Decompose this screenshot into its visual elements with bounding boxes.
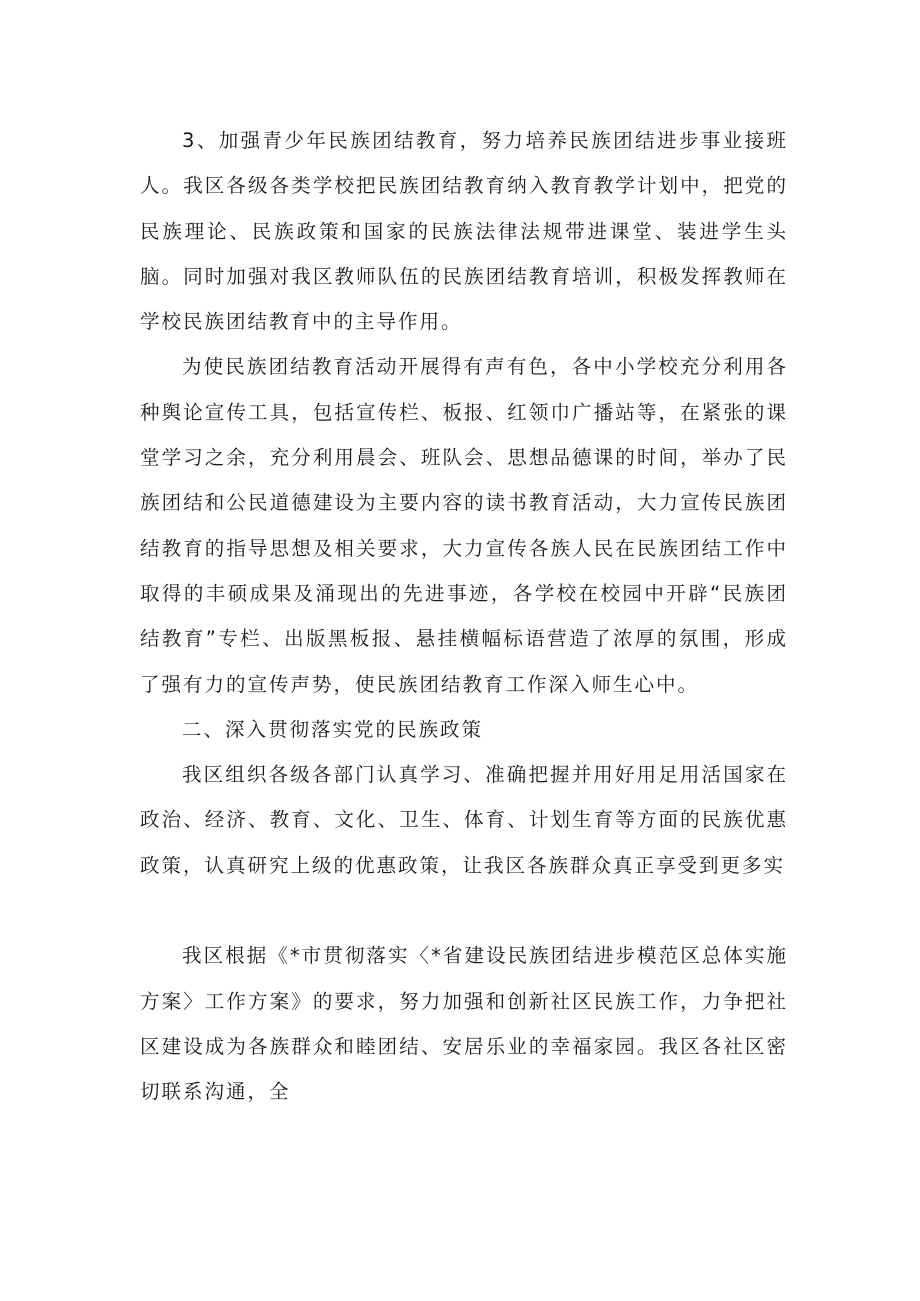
paragraph-youth-education: 3、加强青少年民族团结教育，努力培养民族团结进步事业接班人。我区各级各类学校把民族团结教育纳入教育教学计划中，把党的民族理论、民族政策和国家的民族法律法规带进课堂、装进学生头脑。同时加强对我区教师队伍的民族团结教育培训，积极发挥教师在学校民族团结教育中的主导作用。	[140, 129, 788, 334]
paragraph-publicity-activities: 为使民族团结教育活动开展得有声有色，各中小学校充分利用各种舆论宣传工具，包括宣传栏、板报、红领巾广播站等，在紧张的课堂学习之余，充分利用晨会、班队会、思想品德课的时间，举办了民族团结和公民道德建设为主要内容的读书教育活动，大力宣传民族团结教育的指导思想及相关要求，大力宣传各族人民在民族团结工作中取得的丰硕成果及涌现出的先进事迹，各学校在校园中开辟“民族团结教育”专栏、出版黑板报、悬挂横幅标语营造了浓厚的氛围，形成了强有力的宣传声势，使民族团结教育工作深入师生心中。	[140, 355, 788, 696]
paragraph-preferential-policy: 我区组织各级各部门认真学习、准确把握并用好用足用活国家在政治、经济、教育、文化、卫生、体育、计划生育等方面的民族优惠政策，认真研究上级的优惠政策，让我区各族群众真正享受到更多实	[140, 763, 788, 877]
section-heading-policy: 二、深入贯彻落实党的民族政策	[182, 717, 484, 741]
paragraph-gap	[140, 888, 788, 933]
document-body	[140, 118, 788, 1115]
paragraph-community-work: 我区根据《*市贯彻落实〈*省建设民族团结进步模范区总体实施方案〉工作方案》的要求，努力加强和创新社区民族工作，力争把社区建设成为各族群众和睦团结、安居乐业的幸福家园。我区各社区密切联系沟通，全	[140, 944, 788, 1104]
